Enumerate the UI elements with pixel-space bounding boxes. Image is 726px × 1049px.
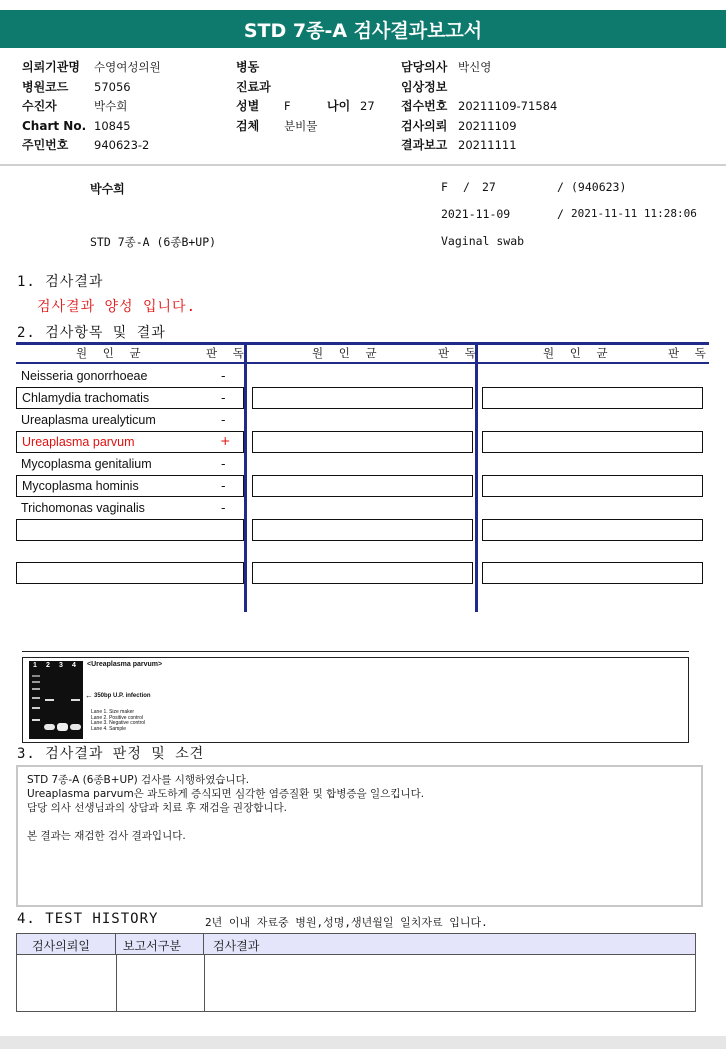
pathogen-result: -: [221, 412, 226, 427]
specimen-label: 검체: [236, 118, 260, 133]
pathogen-name: Mycoplasma hominis: [22, 479, 139, 493]
header-divider: [0, 164, 726, 166]
header-judgement-1: 판 독: [206, 346, 250, 360]
sex-value: F: [284, 99, 291, 113]
opinion-line: 담당 의사 선생님과의 상담과 치료 후 재검을 권장합니다.: [27, 802, 287, 814]
result-row: [16, 498, 244, 518]
header-col-3: [401, 56, 557, 154]
report-date-label: 결과보고: [401, 138, 448, 152]
empty-cell: [482, 519, 703, 541]
opinion-line: Ureaplasma parvum은 과도하게 증식되면 심각한 염증질환 및 합병증을 일으킵니다.: [27, 788, 425, 800]
empty-cell: [252, 475, 473, 497]
history-note: 2년 이내 자료중 병원,성명,생년월일 일치자료 입니다.: [205, 916, 488, 929]
gel-lane-label: 1: [33, 662, 37, 669]
gel-lane-label: 2: [46, 662, 50, 669]
empty-cell: [252, 431, 473, 453]
summary-request-date: 2021-11-09: [441, 207, 511, 221]
pathogen-name: Neisseria gonorrhoeae: [21, 369, 148, 383]
gel-image: [29, 661, 83, 739]
summary-specimen: Vaginal swab: [441, 234, 525, 248]
header-col-2: [236, 56, 375, 134]
results-table: [0, 342, 726, 614]
empty-cell: [252, 387, 473, 409]
history-header-divider: [203, 934, 204, 954]
table-divider-2: [475, 342, 478, 612]
hospital-code-value: 57056: [94, 79, 131, 94]
patient-value: 박수희: [94, 99, 128, 113]
gel-divider-line: [22, 651, 689, 652]
summary-birth: (940623): [571, 180, 627, 194]
empty-cell: [482, 387, 703, 409]
history-body-divider: [116, 954, 117, 1011]
resident-no-value: 940623-2: [94, 138, 150, 152]
gel-ladder: [32, 675, 40, 735]
summary-test-name: STD 7종-A (6종B+UP): [90, 235, 217, 249]
section-3-title: 3. 검사결과 판정 및 소견: [17, 746, 205, 762]
gel-legend-item: Lane 3. Negative control: [91, 720, 146, 726]
gel-band-label: 350bp U.P. infection: [94, 693, 151, 699]
opinion-box: [16, 765, 703, 907]
result-row: [16, 410, 244, 430]
pathogen-result: -: [221, 368, 226, 383]
institution-value: 수영여성의원: [94, 60, 161, 74]
history-header-divider: [115, 934, 116, 954]
receipt-no-label: 접수번호: [401, 99, 448, 113]
pathogen-result: -: [221, 390, 226, 405]
history-table-body: [16, 954, 696, 1012]
result-row-positive: [16, 431, 244, 453]
doctor-value: 박신영: [458, 60, 492, 74]
empty-cell: [16, 562, 244, 584]
table-header-border: [16, 362, 709, 364]
pathogen-name: Mycoplasma genitalium: [21, 457, 152, 471]
summary-slash-1: /: [463, 180, 470, 194]
sex-label: 성별: [236, 99, 260, 113]
gel-panel: [22, 657, 689, 743]
gel-legend: [91, 710, 145, 732]
history-body-divider: [204, 954, 205, 1011]
resident-no-label: 주민번호: [22, 138, 69, 152]
history-col-report-type: 보고서구분: [123, 939, 181, 953]
header-pathogen-3: 원 인 균: [543, 346, 614, 360]
history-col-result: 검사결과: [213, 939, 260, 953]
empty-cell: [16, 519, 244, 541]
section-4-title: 4. TEST HISTORY: [17, 911, 159, 927]
header-pathogen-1: 원 인 균: [76, 346, 147, 360]
clinical-info-label: 임상정보: [401, 79, 448, 94]
header-pathogen-2: 원 인 균: [312, 346, 383, 360]
result-row: [16, 366, 244, 386]
summary-name: 박수희: [90, 182, 125, 196]
gel-lane-label: 4: [72, 662, 76, 669]
empty-cell: [482, 431, 703, 453]
ward-label: 병동: [236, 60, 260, 74]
institution-label: 의뢰기관명: [22, 60, 80, 74]
hospital-code-label: 병원코드: [22, 79, 69, 94]
table-divider-1: [244, 342, 247, 612]
request-date-label: 검사의뢰: [401, 118, 448, 133]
pathogen-result: -: [221, 500, 226, 515]
result-summary-text: 검사결과 양성 입니다.: [37, 299, 197, 315]
result-row: [16, 475, 244, 497]
section-1-title: 1. 검사결과: [17, 274, 104, 290]
summary-age: 27: [482, 180, 496, 194]
empty-cell: [482, 475, 703, 497]
pathogen-name: Ureaplasma urealyticum: [21, 413, 156, 427]
chart-no-label: Chart No.: [22, 118, 87, 133]
empty-cell: [482, 562, 703, 584]
opinion-line: [27, 815, 424, 829]
doctor-label: 담당의사: [401, 60, 448, 74]
empty-cell: [252, 519, 473, 541]
result-row: [16, 454, 244, 474]
history-table-header: [16, 933, 696, 955]
pathogen-name: Trichomonas vaginalis: [21, 501, 145, 515]
summary-sex: F: [441, 180, 448, 194]
gel-title: <Ureaplasma parvum>: [87, 661, 163, 668]
summary-slash-2: /: [557, 180, 564, 194]
opinion-line: 본 결과는 재검한 검사 결과입니다.: [27, 830, 186, 842]
history-col-request-date: 검사의뢰일: [32, 939, 90, 953]
request-date-value: 20211109: [458, 118, 517, 133]
pathogen-name: Ureaplasma parvum: [22, 435, 135, 449]
specimen-value: 분비물: [284, 118, 318, 133]
pathogen-result: -: [221, 478, 226, 493]
opinion-text: [27, 773, 424, 843]
age-value: 27: [360, 99, 375, 113]
header-judgement-3: 판 독: [668, 346, 712, 360]
result-row: [16, 387, 244, 409]
pathogen-result: +: [220, 433, 231, 448]
header-col-1: [22, 56, 161, 154]
receipt-no-value: 20211109-71584: [458, 99, 558, 113]
patient-label: 수진자: [22, 99, 57, 113]
gel-primer-blob: [70, 724, 81, 730]
pathogen-result: -: [221, 456, 226, 471]
department-label: 진료과: [236, 79, 271, 94]
report-title: STD 7종-A 검사결과보고서: [0, 10, 726, 48]
summary-slash-3: /: [557, 207, 564, 221]
section-2-title: 2. 검사항목 및 결과: [17, 325, 166, 341]
gel-band: [45, 699, 54, 701]
gel-legend-item: Lane 4. Sample: [91, 725, 127, 732]
header-info: [0, 52, 726, 162]
gel-primer-blob: [44, 724, 55, 730]
report-date-value: 20211111: [458, 138, 517, 152]
age-label: 나이: [327, 99, 351, 113]
gel-lane-label: 3: [59, 662, 63, 669]
pathogen-name: Chlamydia trachomatis: [22, 391, 150, 405]
empty-cell: [252, 562, 473, 584]
gel-legend-item: Lane 2. Positive control: [91, 714, 143, 721]
gel-band: [71, 699, 80, 701]
page-footer-bar: [0, 1036, 726, 1049]
header-judgement-2: 판 독: [438, 346, 482, 360]
summary-report-datetime: 2021-11-11 11:28:06: [571, 207, 697, 220]
gel-primer-blob: [57, 723, 68, 731]
gel-arrow-icon: ←: [85, 691, 93, 700]
gel-legend-item: Lane 1. Size maker: [91, 709, 135, 715]
opinion-line: STD 7종-A (6종B+UP) 검사를 시행하였습니다.: [27, 774, 250, 786]
chart-no-value: 10845: [94, 118, 131, 133]
